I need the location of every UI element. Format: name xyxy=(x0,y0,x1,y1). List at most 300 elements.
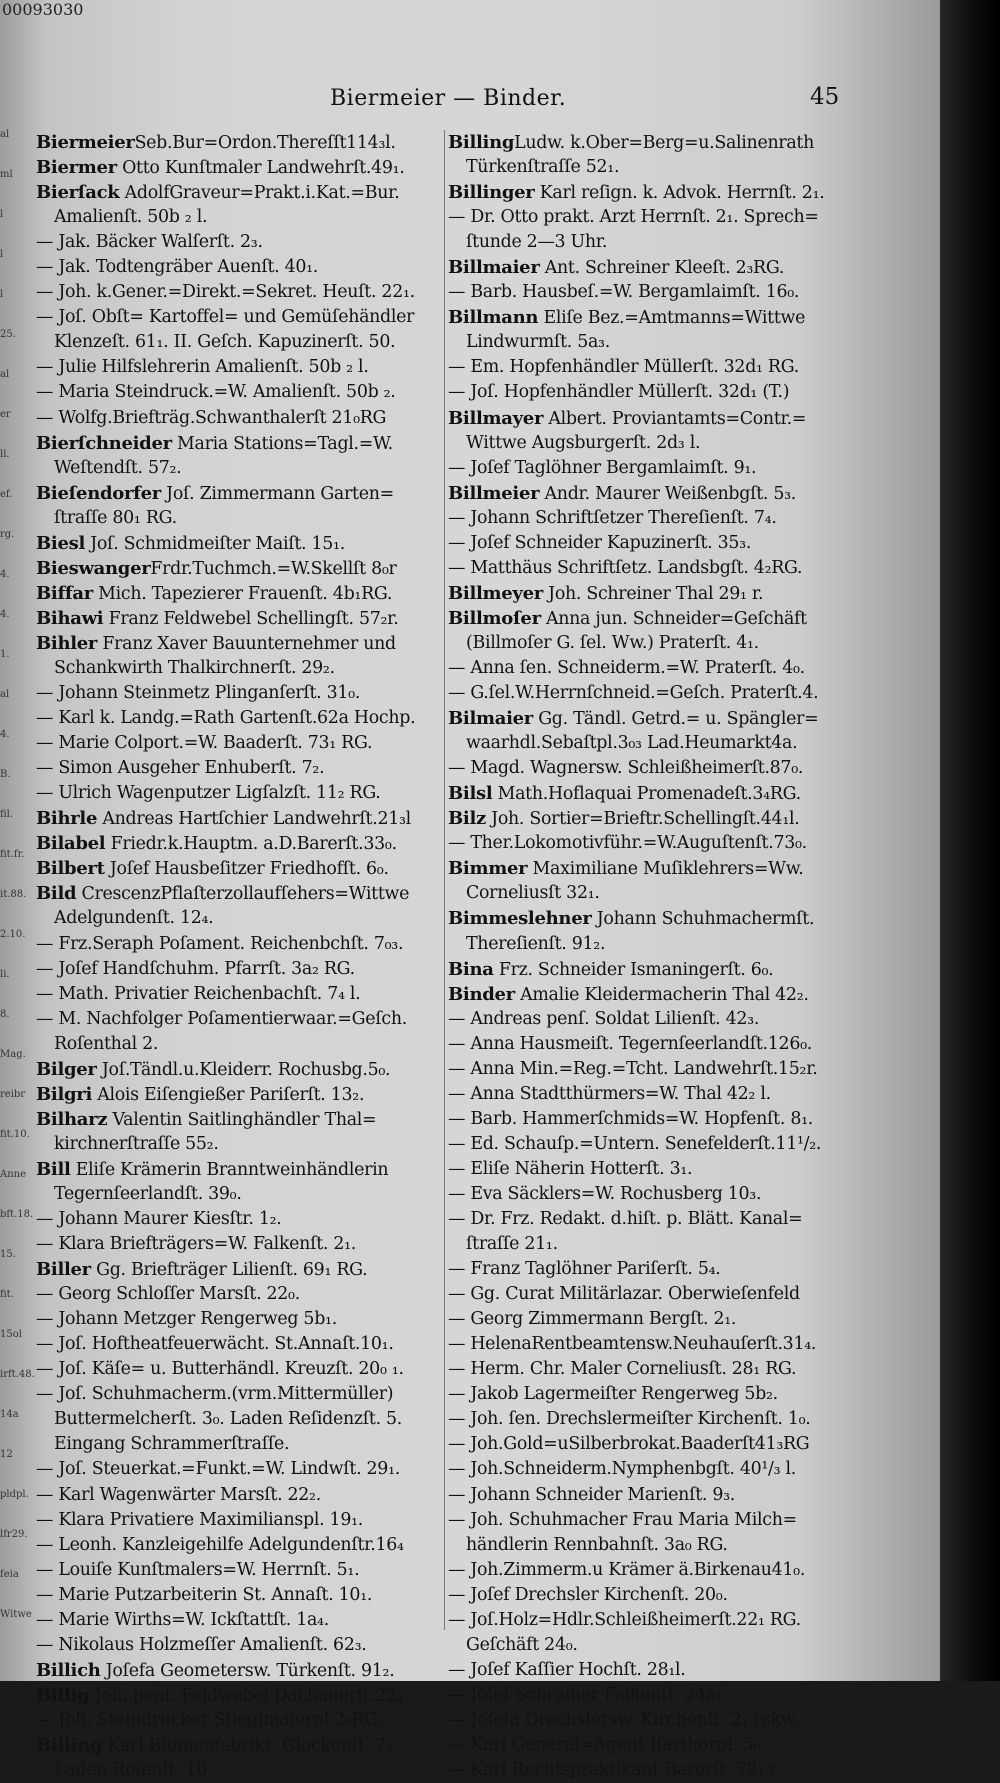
entry-text: — Karl General=Agent Iſarthorpl. 5₀. xyxy=(448,1735,766,1755)
directory-entry-line xyxy=(36,1558,446,1583)
margin-fragment: fil. xyxy=(0,809,14,820)
directory-entry-line xyxy=(448,1157,894,1182)
entry-text: Johann Schuhmachermſt. xyxy=(591,909,815,930)
directory-entry-line xyxy=(36,1082,446,1107)
directory-entry-line xyxy=(448,781,894,806)
entry-text: — Georg Zimmermann Bergſt. 2₁. xyxy=(448,1309,737,1330)
entry-text: — Johann Maurer Kiesſtr. 1₂. xyxy=(36,1209,282,1230)
directory-entry-line xyxy=(448,881,894,906)
entry-text: Franz Feldwebel Schellingſt. 57₂r. xyxy=(103,608,399,629)
entry-text: Maria Stations=Tagl.=W. xyxy=(171,433,393,454)
directory-entry-line xyxy=(448,1508,894,1533)
entry-text: Joh. penſ. Feldwebel Dachauerſt.22₄ xyxy=(89,1685,404,1706)
margin-fragment: Witwe xyxy=(0,1609,32,1620)
directory-entry-line xyxy=(448,631,894,656)
entry-text: — Wolfg.Briefträg.Schwanthalerſt 21₀RG xyxy=(36,407,387,428)
entry-text: — G.ſel.W.Herrnſchneid.=Geſch. Praterſt.4. xyxy=(448,683,819,704)
directory-entry-line xyxy=(36,906,446,931)
directory-entry-line xyxy=(36,1683,446,1708)
surname: Biermeier xyxy=(36,132,135,153)
directory-entry-line xyxy=(448,1182,894,1207)
entry-text: ſtraſſe 80₁ RG. xyxy=(54,507,177,528)
surname: Bilz xyxy=(448,808,486,830)
directory-entry-line xyxy=(36,1032,446,1057)
directory-entry-line xyxy=(36,606,446,631)
entry-text: — Eva Säcklers=W. Rochusberg 10₃. xyxy=(448,1183,762,1204)
margin-fragment: l xyxy=(0,289,4,300)
entry-text: — Joſ. Schuhmacherm.(vrm.Mittermüller) xyxy=(36,1384,394,1405)
surname: Billing xyxy=(448,132,515,153)
entry-text: Weſtendſt. 57₂. xyxy=(54,457,182,478)
directory-entry-line xyxy=(36,1483,446,1508)
entry-text: — Joh. ſen. Drechslermeiſter Kirchenſt. 1₀. xyxy=(448,1409,811,1430)
entry-text: — Jakob Lagermeiſter Rengerweg 5b₂. xyxy=(448,1384,778,1405)
directory-entry-line xyxy=(36,831,446,856)
entry-text: — Gg. Curat Militärlazar. Oberwieſenfeld xyxy=(448,1284,800,1305)
directory-entry-line xyxy=(448,706,894,731)
entry-text: Andreas Hartſchier Landwehrſt.21₃l xyxy=(97,809,411,830)
directory-entry-line xyxy=(36,1257,446,1282)
directory-entry-line xyxy=(36,881,446,906)
directory-entry-line xyxy=(448,1758,894,1783)
margin-fragment: al xyxy=(0,369,10,380)
directory-entry-line xyxy=(448,1257,894,1282)
entry-text: — Joſ. Käſe= u. Butterhändl. Kreuzſt. 20₀ ₁. xyxy=(36,1359,404,1380)
directory-entry-line xyxy=(448,1082,894,1107)
entry-text: — Johann Metzger Rengerweg 5b₁. xyxy=(36,1309,337,1330)
entry-text: — Klara Briefträgers=W. Falkenſt. 2₁. xyxy=(36,1234,357,1255)
directory-entry-line xyxy=(448,1332,894,1357)
directory-entry-line xyxy=(36,581,446,606)
directory-entry-line xyxy=(448,556,894,581)
entry-text: Franz Xaver Bauunternehmer und xyxy=(97,633,396,654)
surname: Bilmaier xyxy=(448,708,533,730)
directory-entry-line xyxy=(448,130,894,155)
directory-entry-line xyxy=(36,456,446,481)
directory-entry-line xyxy=(448,1633,894,1658)
entry-text: kirchnerſtraſſe 55₂. xyxy=(54,1133,219,1154)
directory-entry-line xyxy=(36,1357,446,1382)
surname: Billich xyxy=(36,1659,101,1681)
entry-text: — Joſ. Hoftheatfeuerwächt. St.Annaſt.10₁. xyxy=(36,1334,394,1355)
directory-entry-line xyxy=(36,355,446,380)
entry-text: — Anna Min.=Reg.=Tcht. Landwehrſt.15₂r. xyxy=(448,1058,818,1079)
entry-text: Ludw. k.Ober=Berg=u.Salinenrath xyxy=(514,133,815,153)
entry-text: Corneliusſt 32₁. xyxy=(466,883,600,904)
directory-entry-line xyxy=(36,1432,446,1457)
surname: Bina xyxy=(448,958,494,980)
directory-entry-line xyxy=(448,205,894,230)
directory-entry-line xyxy=(448,305,894,330)
margin-fragment: 15. xyxy=(0,1249,16,1260)
directory-entry-line xyxy=(36,1332,446,1357)
directory-entry-line xyxy=(448,906,894,931)
entry-text: — Georg Schloſſer Marsſt. 22₀. xyxy=(36,1284,300,1305)
entry-text: Friedr.k.Hauptm. a.D.Barerſt.33₀. xyxy=(105,834,397,855)
surname: Billmoſer xyxy=(448,607,541,629)
directory-entry-line xyxy=(36,1708,446,1733)
surname: Bihrle xyxy=(36,808,98,830)
entry-text: — Dr. Otto prakt. Arzt Herrnſt. 2₁. Sprech= xyxy=(448,207,819,228)
entry-text: — Joh. Schuhmacher Frau Maria Milch= xyxy=(448,1509,797,1530)
margin-fragment: fit.10. xyxy=(0,1129,30,1140)
margin-fragment: ll. xyxy=(0,449,10,460)
directory-entry-line xyxy=(448,1683,894,1708)
margin-fragment: 4. xyxy=(0,729,10,740)
entry-text: Wittwe Augsburgerſt. 2d₃ l. xyxy=(466,432,701,453)
directory-entry-line xyxy=(36,1207,446,1232)
directory-entry-line xyxy=(448,606,894,631)
margin-fragment: l xyxy=(0,249,4,260)
entry-text: Roſenthal 2. xyxy=(54,1033,159,1054)
entry-text: — Joh.Schneiderm.Nymphenbgſt. 40¹/₃ l. xyxy=(448,1459,797,1480)
entry-text: Karl Blumenfabrikt. Glockenſt. 7₂. xyxy=(102,1736,398,1756)
directory-entry-line xyxy=(36,556,446,581)
entry-text: — Ulrich Wagenputzer Ligſalzſt. 11₂ RG. xyxy=(36,783,381,804)
directory-entry-line xyxy=(36,756,446,781)
directory-entry-line xyxy=(36,1583,446,1608)
surname: Bimmeslehner xyxy=(448,908,592,930)
entry-text: — Jak. Bäcker Walſerſt. 2₃. xyxy=(36,232,263,253)
entry-text: Frdr.Tuchmch.=W.Skellſt 8₀r xyxy=(150,558,397,579)
surname: Billig xyxy=(36,1684,90,1706)
directory-entry-line xyxy=(448,731,894,756)
scan-id-fragment: 00093030 xyxy=(2,0,84,19)
entry-text: Joſef Hausbeſitzer Friedhofſt. 6₀. xyxy=(104,859,389,880)
surname: Bierſack xyxy=(36,182,120,204)
entry-text: waarhdl.Sebaſtpl.3₀₃ Lad.Heumarkt4a. xyxy=(466,733,798,754)
directory-entry-line xyxy=(448,506,894,531)
margin-fragment: 2.10. xyxy=(0,929,26,940)
entry-text: — Marie Putzarbeiterin St. Annaſt. 10₁. xyxy=(36,1584,373,1605)
entry-text: Karl reſign. k. Advok. Herrnſt. 2₁. xyxy=(534,183,825,204)
surname: Bill xyxy=(36,1158,71,1180)
directory-entry-line xyxy=(448,1533,894,1558)
entry-text: — Karl Wagenwärter Marsſt. 22₂. xyxy=(36,1484,321,1505)
margin-fragment: 12 xyxy=(0,1449,13,1460)
margin-fragment: 14a xyxy=(0,1409,19,1420)
entry-text: — Joſef Handſchuhm. Pfarrſt. 3a₂ RG. xyxy=(36,958,355,979)
directory-entry-line xyxy=(36,380,446,405)
directory-entry-line xyxy=(448,831,894,856)
entry-text: — Jak. Todtengräber Auenſt. 40₁. xyxy=(36,257,319,278)
entry-text: — Karl Rechtspraktikant Barerſt. 72₁ r. xyxy=(448,1760,781,1781)
margin-fragment: 1. xyxy=(0,649,10,660)
margin-fragment: al xyxy=(0,689,10,700)
book-spine xyxy=(936,0,1000,1681)
directory-entry-line xyxy=(36,1407,446,1432)
entry-text: — Andreas penſ. Soldat Lilienſt. 42₃. xyxy=(448,1008,760,1029)
directory-entry-line xyxy=(36,656,446,681)
entry-text: Math.Hoflaquai Promenadeſt.3₄RG. xyxy=(492,784,801,805)
margin-fragment: 4. xyxy=(0,609,10,620)
column-divider xyxy=(444,130,445,1630)
surname: Biesl xyxy=(36,532,85,554)
margin-fragment: 4. xyxy=(0,569,10,580)
surname: Bilsl xyxy=(448,783,493,805)
header-title: Biermeier — Binder. xyxy=(330,86,567,111)
entry-text: — Karl k. Landg.=Rath Gartenſt.62a Hochp. xyxy=(36,708,416,729)
surname: Billmayer xyxy=(448,407,544,429)
surname: Bimmer xyxy=(448,858,528,880)
directory-entry-line xyxy=(36,932,446,957)
margin-fragment: reibr xyxy=(0,1089,26,1100)
directory-entry-line xyxy=(448,756,894,781)
directory-entry-line xyxy=(36,631,446,656)
entry-text: — Em. Hopfenhändler Müllerſt. 32d₁ RG. xyxy=(448,357,799,378)
entry-text: CrescenzPflaſterzollaufſehers=Wittwe xyxy=(76,884,410,905)
directory-entry-line xyxy=(448,280,894,305)
entry-text: Otto Kunſtmaler Landwehrſt.49₁. xyxy=(116,158,405,179)
directory-entry-line xyxy=(36,1107,446,1132)
directory-entry-line xyxy=(36,1533,446,1558)
directory-entry-line xyxy=(36,506,446,531)
directory-entry-line xyxy=(448,330,894,355)
directory-entry-line xyxy=(36,1182,446,1207)
entry-text: — Joh.Zimmerm.u Krämer ä.Birkenau41₀. xyxy=(448,1559,806,1580)
entry-text: — Anna ſen. Schneiderm.=W. Praterſt. 4₀. xyxy=(448,657,805,678)
directory-entry-line xyxy=(36,1758,446,1783)
directory-entry-line xyxy=(36,330,446,355)
entry-text: — Louiſe Kunſtmalers=W. Herrnſt. 5₁. xyxy=(36,1559,360,1580)
directory-entry-line xyxy=(36,481,446,506)
directory-entry-line xyxy=(36,856,446,881)
directory-entry-line xyxy=(36,1658,446,1683)
directory-entry-line xyxy=(36,205,446,230)
directory-entry-line xyxy=(448,431,894,456)
entry-text: Joſ. Schmidmeiſter Maiſt. 15₁. xyxy=(84,533,345,554)
entry-text: — Johann Steinmetz Plinganſerſt. 31₀. xyxy=(36,683,361,704)
entry-text: — Joſ.Holz=Hdlr.Schleißheimerſt.22₁ RG. xyxy=(448,1609,801,1630)
entry-text: — Barb. Hammerſchmids=W. Hopfenſt. 8₁. xyxy=(448,1108,813,1129)
entry-text: Alois Eiſengießer Pariſerſt. 13₂. xyxy=(92,1084,365,1105)
entry-text: Frz. Schneider Ismaningerſt. 6₀. xyxy=(493,959,774,980)
margin-fragment: er xyxy=(0,409,11,420)
directory-entry-line xyxy=(36,305,446,330)
directory-entry-line xyxy=(448,481,894,506)
surname: Bihawi xyxy=(36,607,104,629)
entry-text: — Maria Steindruck.=W. Amalienſt. 50b ₂. xyxy=(36,382,396,403)
left-column xyxy=(36,130,446,1783)
directory-entry-line xyxy=(36,781,446,806)
margin-fragment: 8. xyxy=(0,1009,10,1020)
directory-entry-line xyxy=(36,1057,446,1082)
directory-entry-line xyxy=(36,1733,446,1758)
surname: Bild xyxy=(36,883,77,905)
margin-fragment: lfr29. xyxy=(0,1529,28,1540)
entry-text: ſtraſſe 21₁. xyxy=(466,1234,558,1255)
surname: Billinger xyxy=(448,182,535,204)
directory-entry-line xyxy=(448,856,894,881)
margin-fragment: 15ol xyxy=(0,1329,22,1340)
entry-text: — Joſ. Steuerkat.=Funkt.=W. Lindwſt. 29₁. xyxy=(36,1459,400,1480)
directory-entry-line xyxy=(448,1407,894,1432)
directory-entry-line xyxy=(36,155,446,180)
directory-entry-line xyxy=(36,230,446,255)
surname: Bilbert xyxy=(36,858,105,880)
directory-entry-line xyxy=(448,681,894,706)
entry-text: (Billmoſer G. ſel. Ww.) Praterſt. 4₁. xyxy=(466,632,759,653)
entry-text: Klenzeſt. 61₁. II. Geſch. Kapuzinerſt. 50. xyxy=(54,332,396,353)
entry-text: — Johann Schneider Marienſt. 9₃. xyxy=(448,1484,736,1505)
directory-entry-line xyxy=(36,1282,446,1307)
entry-text: Joſ. Zimmermann Garten= xyxy=(160,483,394,504)
directory-entry-line xyxy=(448,1207,894,1232)
directory-entry-line xyxy=(448,1708,894,1733)
directory-entry-line xyxy=(448,1057,894,1082)
surname: Billmann xyxy=(448,307,539,329)
entry-text: Joſ.Tändl.u.Kleiderr. Rochusbg.5₀. xyxy=(96,1059,391,1080)
entry-text: Ant. Schreiner Kleeſt. 2₃RG. xyxy=(539,258,785,279)
entry-text: Geſchäft 24₀. xyxy=(466,1634,578,1655)
directory-entry-line xyxy=(448,982,894,1007)
entry-text: Lindwurmſt. 5a₃. xyxy=(466,332,610,353)
directory-entry-line xyxy=(448,932,894,957)
entry-text: — Joſefa Drechslersw. Kirchenſt. 2₁ rckw. xyxy=(448,1709,799,1730)
directory-entry-line xyxy=(448,1733,894,1758)
entry-text: — Joſ. Hopfenhändler Müllerſt. 32d₁ (T.) xyxy=(448,382,790,403)
directory-entry-line xyxy=(448,1282,894,1307)
entry-text: — Anna Stadtthürmers=W. Thal 42₂ l. xyxy=(448,1083,771,1104)
entry-text: — Math. Privatier Reichenbachſt. 7₄ l. xyxy=(36,983,361,1004)
directory-entry-line xyxy=(448,806,894,831)
entry-text: — Leonh. Kanzleigehilfe Adelgundenſtr.16₄ xyxy=(36,1534,404,1555)
margin-fragment: al xyxy=(0,129,10,140)
directory-entry-line xyxy=(36,406,446,431)
directory-entry-line xyxy=(448,406,894,431)
directory-entry-line xyxy=(448,1457,894,1482)
margin-fragment: ef. xyxy=(0,489,13,500)
entry-text: — Magd. Wagnersw. Schleißheimerſt.87₀. xyxy=(448,758,804,779)
entry-text: Türkenſtraſſe 52₁. xyxy=(466,157,620,178)
directory-entry-line xyxy=(448,180,894,205)
directory-entry-line xyxy=(448,1357,894,1382)
directory-entry-line xyxy=(36,130,446,155)
directory-entry-line xyxy=(36,1232,446,1257)
entry-text: — Ther.Lokomotivführ.=W.Auguſtenſt.73₀. xyxy=(448,833,807,854)
surname: Bilharz xyxy=(36,1108,108,1130)
directory-entry-line xyxy=(36,982,446,1007)
entry-text: Tegernſeerlandſt. 39₀. xyxy=(54,1183,242,1204)
entry-text: Amalie Kleidermacherin Thal 42₂. xyxy=(514,984,809,1005)
directory-entry-line xyxy=(448,656,894,681)
surname: Bilabel xyxy=(36,833,106,855)
margin-fragment: feia xyxy=(0,1569,19,1580)
entry-text: — Dr. Frz. Redakt. d.hiſt. p. Blätt. Kanal= xyxy=(448,1209,803,1230)
directory-entry-line xyxy=(36,1307,446,1332)
margin-fragment: fit. xyxy=(0,1289,14,1300)
directory-entry-line xyxy=(36,1382,446,1407)
margin-fragment: it.88. xyxy=(0,889,27,900)
margin-fragment: fit.fr. xyxy=(0,849,25,860)
entry-text: Anna jun. Schneider=Geſchäft xyxy=(540,608,807,629)
directory-entry-line xyxy=(448,1608,894,1633)
entry-text: Thereſienſt. 91₂. xyxy=(466,933,606,954)
entry-text: händlerin Rennbahnſt. 3a₀ RG. xyxy=(466,1534,728,1555)
surname: Billmaier xyxy=(448,257,540,279)
directory-entry-line xyxy=(448,1382,894,1407)
entry-text: — Herm. Chr. Maler Corneliusſt. 28₁ RG. xyxy=(448,1359,797,1380)
entry-text: Joh. Schreiner Thal 29₁ r. xyxy=(542,583,764,604)
directory-entry-line xyxy=(36,1508,446,1533)
entry-text: Laden Roſenſt. 10. xyxy=(54,1760,213,1781)
directory-entry-line xyxy=(448,255,894,280)
entry-text: Andr. Maurer Weißenbgſt. 5₃. xyxy=(539,483,797,504)
directory-entry-line xyxy=(448,1558,894,1583)
directory-entry-line xyxy=(448,1658,894,1683)
margin-fragment: Anne xyxy=(0,1169,27,1180)
entry-text: Mich. Tapezierer Frauenſt. 4b₁RG. xyxy=(92,583,393,604)
entry-text: — Joſ. Obſt= Kartoffel= und Gemüſehändler xyxy=(36,307,415,328)
entry-text: Gg. Tändl. Getrd.= u. Spängler= xyxy=(532,709,819,730)
margin-fragment: 25. xyxy=(0,329,16,340)
directory-entry-line xyxy=(448,155,894,180)
directory-entry-line xyxy=(448,355,894,380)
entry-text: — Joſef Kaſſier Hochſt. 28₁l. xyxy=(448,1659,686,1680)
entry-text: ſtunde 2—3 Uhr. xyxy=(466,232,608,253)
entry-text: — HelenaRentbeamtensw.Neuhauſerſt.31₄. xyxy=(448,1334,817,1355)
directory-entry-line xyxy=(36,1608,446,1633)
entry-text: — Marie Wirths=W. Ickſtattſt. 1a₄. xyxy=(36,1609,329,1630)
directory-entry-line xyxy=(448,581,894,606)
surname: Billing xyxy=(36,1735,103,1756)
entry-text: Schankwirth Thalkirchnerſt. 29₂. xyxy=(54,657,335,678)
entry-text: — Joſef Schneider Kapuzinerſt. 35₃. xyxy=(448,532,752,553)
right-column xyxy=(448,130,894,1783)
entry-text: — Johann Schriftſetzer Thereſienſt. 7₄. xyxy=(448,507,777,528)
directory-entry-line xyxy=(448,957,894,982)
directory-entry-line xyxy=(448,456,894,481)
entry-text: — Julie Hilfslehrerin Amalienſt. 50b ₂ l. xyxy=(36,357,369,378)
margin-fragment: irft.48. xyxy=(0,1369,35,1380)
margin-fragment: B. xyxy=(0,769,11,780)
margin-fragment: Mag. xyxy=(0,1049,26,1060)
directory-entry-line xyxy=(36,957,446,982)
entry-text: — Nikolaus Holzmeſſer Amalienſt. 62₃. xyxy=(36,1634,367,1655)
surname: Biermer xyxy=(36,157,117,179)
margin-fragment: bft.18. xyxy=(0,1209,34,1220)
entry-text: Amalienſt. 50b ₂ l. xyxy=(54,207,208,228)
directory-entry-line xyxy=(448,1007,894,1032)
entry-text: Buttermelcherſt. 3₀. Laden Reſidenzſt. 5. xyxy=(54,1409,403,1430)
running-header xyxy=(0,86,890,116)
margin-fragment: li. xyxy=(0,969,10,980)
entry-text: Eingang Schrammerſtraſſe. xyxy=(54,1434,290,1455)
entry-text: Valentin Saitlinghändler Thal= xyxy=(107,1109,377,1130)
directory-entry-line xyxy=(36,706,446,731)
directory-entry-line xyxy=(36,731,446,756)
entry-text: — Ed. Schauſp.=Untern. Senefelderſt.11¹/₂. xyxy=(448,1133,822,1154)
directory-entry-line xyxy=(448,1107,894,1132)
entry-text: — Joh. Steindrucker Stieglmaierpl.2₀RG. xyxy=(36,1709,383,1730)
directory-entry-line xyxy=(36,1633,446,1658)
margin-fragment: ml xyxy=(0,169,13,180)
entry-text: Gg. Briefträger Lilienſt. 69₁ RG. xyxy=(90,1260,368,1281)
entry-text: Maximiliane Muſiklehrers=Ww. xyxy=(527,859,804,880)
directory-entry-line xyxy=(36,681,446,706)
directory-entry-line xyxy=(36,1132,446,1157)
entry-text: AdolfGraveur=Prakt.i.Kat.=Bur. xyxy=(119,183,400,204)
entry-text: Albert. Proviantamts=Contr.= xyxy=(543,408,807,429)
surname: Bierſchneider xyxy=(36,432,172,454)
page-number: 45 xyxy=(810,84,840,110)
entry-text: — Eliſe Näherin Hotterſt. 3₁. xyxy=(448,1158,693,1179)
surname: Bihler xyxy=(36,632,98,654)
directory-entry-line xyxy=(448,531,894,556)
entry-text: — Simon Ausgeher Enhuberſt. 7₂. xyxy=(36,758,325,779)
margin-fragment: rg. xyxy=(0,529,15,540)
entry-text: — Matthäus Schriftſetz. Landsbgſt. 4₂RG. xyxy=(448,557,803,578)
